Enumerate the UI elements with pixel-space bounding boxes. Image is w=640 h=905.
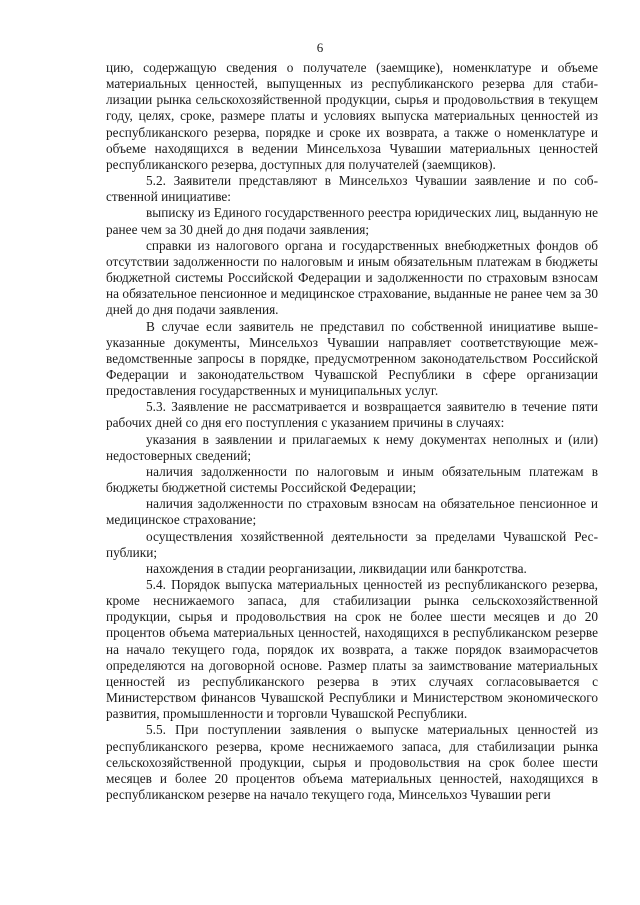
paragraph-5-5: 5.5. При поступлении заявления о выпуске материальных ценностей из республиканского резерва, кроме неснижаемого запаса, для стабилизации рынка сельскохозяйственной продукции, сырья и продовольствия на срок более шести месяцев и более 20 процентов объема материальных ценностей, находящихся в республиканском резерве на начало текущего года, Минсельхоз Чувашии реги <box>106 722 598 803</box>
paragraph-continuation: цию, содержащую сведения о получателе (заемщике), номенклатуре и объеме материальных ценностей, выпущенных из республиканского резерва для стабилизации рынка сельскохозяйственной продукции, сырья и продовольствия в текущем году, целях, сроке, размере платы и условиях выпуска материальных ценностей из республиканского резерва, порядке и сроке их возврата, а также о номенклатуре и объеме находящихся в ведении Минсельхоза Чувашии материальных ценностей республиканского резерва, доступных для получателей (заемщиков). <box>106 60 598 172</box>
paragraph-interagency-requests: В случае если заявитель не представил по собственной инициативе вышеуказанные документы, Минсельхоз Чувашии направляет соответствующие межведомственные запросы в порядке, предусмотренном законодательством Российской Федерации и законодательством Чувашской Республики в сфере организации предоставления государственных и муниципальных услуг. <box>106 318 598 399</box>
paragraph-5-3: 5.3. Заявление не рассматривается и возвращается заявителю в течение пяти рабочих дней со дня его поступления с указанием причины в случаях: <box>106 399 598 431</box>
page-body <box>106 60 598 803</box>
paragraph-outside-activity: осуществления хозяйственной деятельности за пределами Чувашской Республики; <box>106 528 598 560</box>
paragraph-insurance-debt: наличия задолженности по страховым взносам на обязательное пенсионное и медицинское страхование; <box>106 496 598 528</box>
paragraph-incomplete-data: указания в заявлении и прилагаемых к нему документах неполных и (или) недостоверных сведений; <box>106 431 598 463</box>
paragraph-egrul-extract: выписку из Единого государственного реестра юридических лиц, выданную не ранее чем за 30 дней до дня подачи заявления; <box>106 205 598 237</box>
paragraph-5-2: 5.2. Заявители представляют в Минсельхоз Чувашии заявление и по собственной инициативе: <box>106 173 598 205</box>
page-number: 6 <box>316 40 324 55</box>
paragraph-tax-debt: наличия задолженности по налоговым и иным обязательным платежам в бюджеты бюджетной системы Российской Федерации; <box>106 463 598 496</box>
paragraph-tax-certificates: справки из налогового органа и государственных внебюджетных фондов об отсутствии задолженности по налоговым и иным обязательным платежам в бюджеты бюджетной системы Российской Федерации и задолженности по страховым взносам на обязательное пенсионное и медицинское страхование, выданные не ранее чем за 30 дней до дня подачи заявления. <box>106 237 598 318</box>
paragraph-5-4: 5.4. Порядок выпуска материальных ценностей из республиканского резерва, кроме неснижаемого запаса, для стабилизации рынка сельскохозяйственной продукции, сырья и продовольствия на срок не более шести месяцев и до 20 процентов объема материальных ценностей, находящихся в республиканском резерве на начало текущего года, порядок их возврата, а также порядок взаиморасчетов определяются на договорной основе. Размер платы за заимствование материальных ценностей из республиканского резерва в этих случаях согласовывается с Министерством финансов Чувашской Республики и Министерством экономического развития, промышленности и торговли Чувашской Республики. <box>106 577 598 722</box>
paragraph-reorganization: нахождения в стадии реорганизации, ликвидации или банкротства. <box>146 560 527 576</box>
